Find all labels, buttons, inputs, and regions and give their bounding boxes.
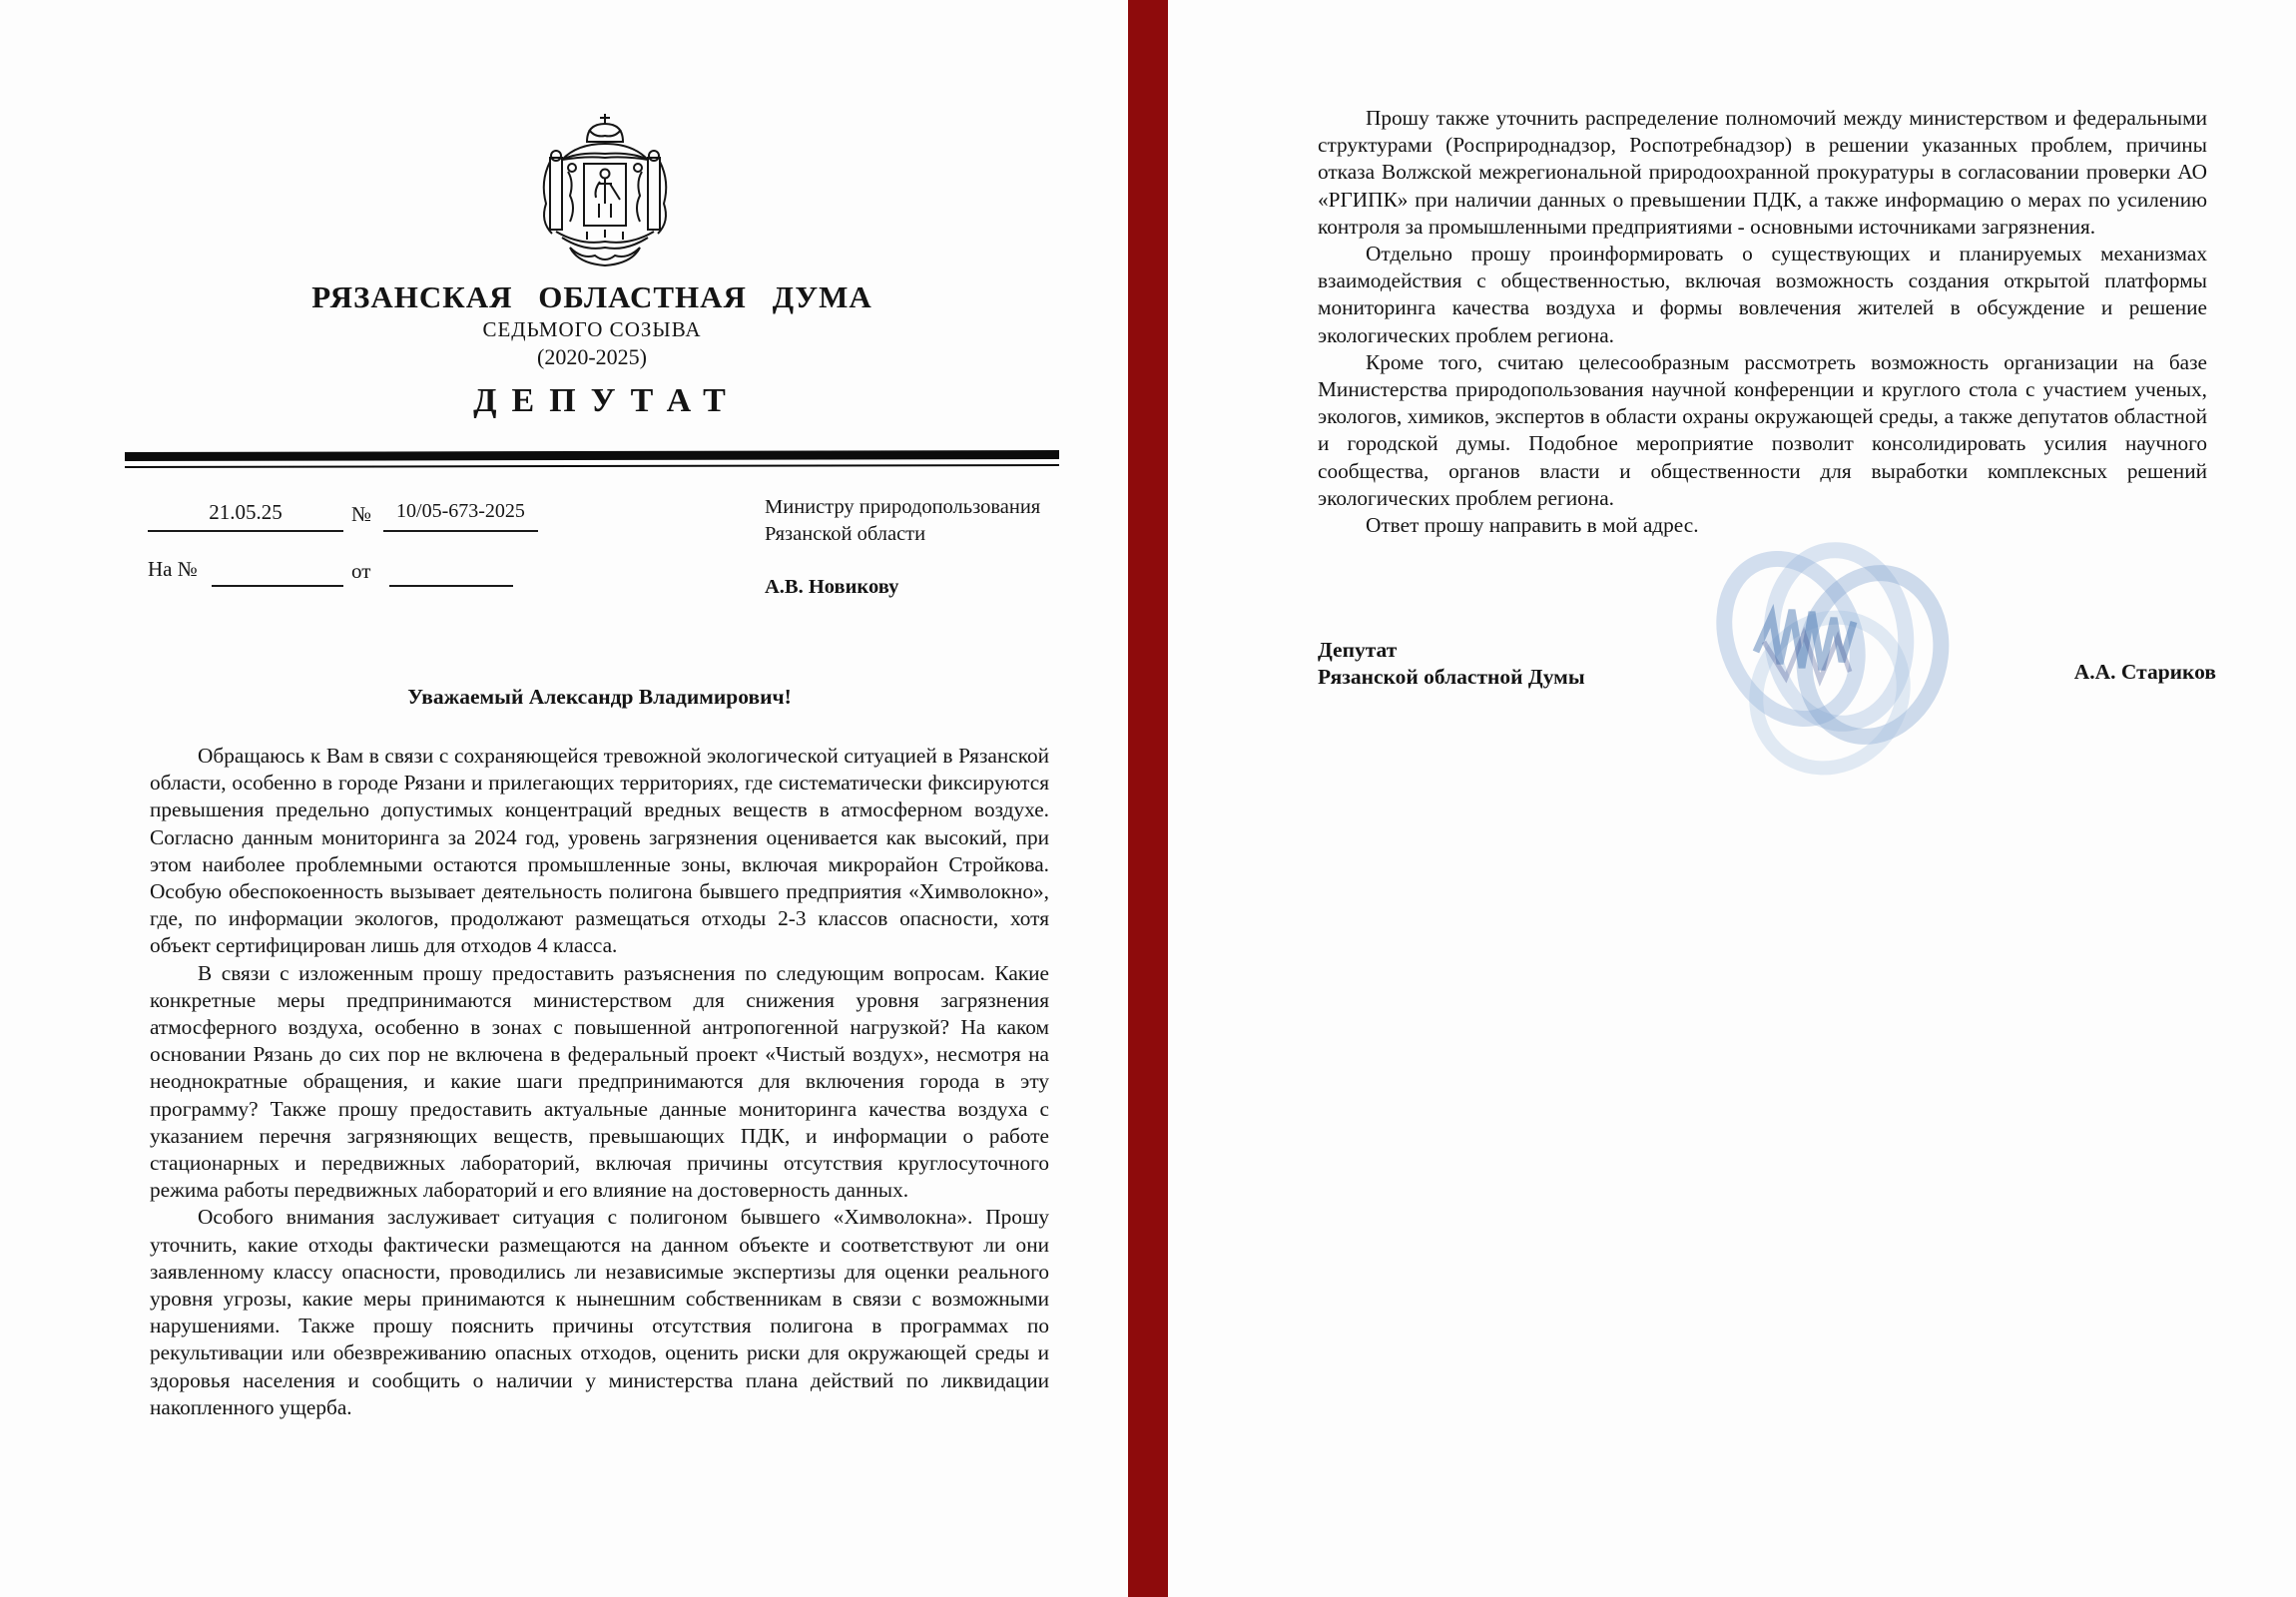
convocation-years: (2020-2025) [537, 344, 647, 369]
letter-page-2 [1168, 0, 2296, 1597]
paragraph: Прошу также уточнить распределение полномочий между министерством и федеральными структурами (Росприроднадзор, Роспотребнадзор) в решении указанных проблем, причины отказа Волжской межрегиональной природоохранной прокуратуры в согласовании проверки АО «РГИПК» при наличии данных о превышении ПДК, а также информацию о мерах по усилению контроля за промышленными предприятиями - основными источниками загрязнения. [1318, 106, 2207, 239]
addressee-name: А.В. Новикову [765, 576, 899, 598]
paragraph: В связи с изложенным прошу предоставить разъяснения по следующим вопросам. Какие конкретные меры предпринимаются министерством для снижения уровня загрязнения атмосферного воздуха, особенно в зонах с повышенной антропогенной нагрузкой? На каком основании Рязань до сих пор не включена в федеральный проект «Чистый воздух», несмотря на неоднократные обращения, и какие шаги предпринимаются для включения города в эту программу? Также прошу предоставить актуальные данные мониторинга качества воздуха с указанием перечня загрязняющих веществ, превышающих ПДК, и информации о работе стационарных и передвижных лабораторий, включая причины отсутствия круглосуточного режима работы передвижных лабораторий и его влияние на достоверность данных. [150, 960, 1049, 1203]
addressee-line-2: Рязанской области [765, 523, 926, 545]
paragraph: Кроме того, считаю целесообразным рассмотреть возможность организации на базе Министерства природопользования научной конференции и круглого стола с участием ученых, экологов, химиков, экспертов в области охраны окружающей среды, а также депутатов областной и городской думы. Подобное мероприятие позволит консолидировать усилия научного сообщества, органов власти и общественности для выработки комплексных решений экологических проблем региона. [1318, 349, 2207, 510]
letter-date: 21.05.25 [148, 500, 343, 532]
letter-page-1 [0, 0, 1128, 1597]
org-name: РЯЗАНСКАЯ ОБЛАСТНАЯ ДУМА [311, 279, 872, 314]
salutation: Уважаемый Александр Владимирович! [407, 685, 792, 709]
signer-position [1318, 637, 1585, 691]
number-sign: № [351, 502, 372, 526]
paragraph: Обращаюсь к Вам в связи с сохраняющейся тревожной экологической ситуацией в Рязанской области, особенно в городе Рязани и прилегающих территориях, где систематически фиксируются превышения предельно допустимых концентраций вредных веществ в атмосферном воздухе. Согласно данным мониторинга за 2024 год, уровень загрязнения оценивается как высокий, при этом наиболее проблемными остаются промышленные зоны, включая микрорайон Стройкова. Особую обеспокоенность вызывает деятельность полигона бывшего предприятия «Химволокно», где, по информации экологов, продолжают размещаться отходы 2-3 классов опасности, хотя объект сертифицирован лишь для отходов 4 класса. [150, 744, 1049, 958]
incoming-ref-number-blank [212, 557, 343, 587]
addressee-block [765, 494, 1064, 601]
incoming-ref-date-blank [389, 557, 513, 587]
blue-ink-signature-stamp-icon [1712, 542, 1924, 760]
binding-strip [1128, 0, 1168, 1597]
signer-name: А.А. Стариков [2073, 660, 2216, 684]
signer-position-line-2: Рязанской областной Думы [1318, 665, 1585, 689]
ryazan-coat-of-arms-icon [532, 112, 678, 267]
closing-line: Ответ прошу направить в мой адрес. [1366, 513, 1699, 538]
addressee-line-1: Министру природопользования [765, 496, 1041, 518]
signer-position-line-1: Депутат [1318, 638, 1398, 662]
letterhead-rule-thin [125, 464, 1059, 468]
role-title: ДЕПУТАТ [473, 382, 741, 419]
incoming-ref-from-label: от [351, 559, 371, 583]
letterhead-rule-thick [125, 450, 1059, 461]
page-2-body [1318, 105, 2207, 539]
stamp-scribble [1746, 582, 1886, 702]
letter-number: 10/05-673-2025 [383, 500, 538, 532]
incoming-ref-label: На № [148, 557, 198, 581]
convocation-line: СЕДЬМОГО СОЗЫВА [482, 317, 702, 341]
paragraph: Отдельно прошу проинформировать о существующих и планируемых механизмах взаимодействия с общественностью, включая возможность создания открытой платформы мониторинга качества воздуха и формы вовлечения жителей в обсуждение и решение экологических проблем региона. [1318, 242, 2207, 347]
page-1-body [150, 743, 1049, 1421]
paragraph: Особого внимания заслуживает ситуация с полигоном бывшего «Химволокна». Прошу уточнить, какие отходы фактически размещаются на данном объекте и соответствуют ли они заявленному классу опасности, проводились ли независимые экспертизы для оценки реального уровня угрозы, какие меры принимаются к нынешним собственникам в связи с возможными нарушениями. Также прошу пояснить причины отсутствия полигона в программах по рекультивации или обезвреживанию опасных отходов, оценить риски для окружающей среды и здоровья населения и сообщить о наличии у министерства плана действий по ликвидации накопленного ущерба. [150, 1205, 1049, 1419]
